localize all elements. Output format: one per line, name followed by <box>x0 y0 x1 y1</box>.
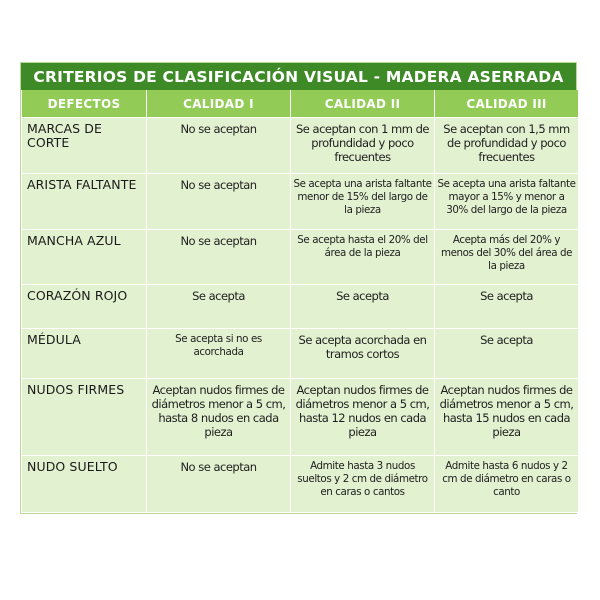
calidad-3-cell: Se acepta <box>435 329 579 379</box>
calidad-3-cell: Admite hasta 6 nudos y 2 cm de diámetro en caras o canto <box>435 456 579 513</box>
defect-cell: MARCAS DE CORTE <box>22 118 147 174</box>
calidad-3-cell: Se acepta una arista faltante mayor a 15% y menor a 30% del largo de la pieza <box>435 174 579 230</box>
table-row <box>22 379 579 456</box>
header-calidad-3: CALIDAD III <box>435 90 579 118</box>
defect-cell: NUDOS FIRMES <box>22 379 147 456</box>
defect-cell: MÉDULA <box>22 329 147 379</box>
calidad-2-cell: Se acepta hasta el 20% del área de la pieza <box>291 230 435 285</box>
criteria-grid <box>21 90 579 513</box>
calidad-2-cell: Se acepta acorchada en tramos cortos <box>291 329 435 379</box>
table-row <box>22 174 579 230</box>
calidad-3-cell: Aceptan nudos firmes de diámetros menor a 5 cm, hasta 15 nudos en cada pieza <box>435 379 579 456</box>
table-row <box>22 118 579 174</box>
header-calidad-1: CALIDAD I <box>147 90 291 118</box>
calidad-3-cell: Se aceptan con 1,5 mm de profundidad y poco frecuentes <box>435 118 579 174</box>
header-row <box>22 90 579 118</box>
calidad-3-cell: Acepta más del 20% y menos del 30% del área de la pieza <box>435 230 579 285</box>
calidad-1-cell: Se acepta <box>147 285 291 329</box>
calidad-2-cell: Admite hasta 3 nudos sueltos y 2 cm de diámetro en caras o cantos <box>291 456 435 513</box>
defect-cell: MANCHA AZUL <box>22 230 147 285</box>
defect-cell: ARISTA FALTANTE <box>22 174 147 230</box>
calidad-1-cell: Aceptan nudos firmes de diámetros menor a 5 cm, hasta 8 nudos en cada pieza <box>147 379 291 456</box>
calidad-1-cell: No se aceptan <box>147 118 291 174</box>
calidad-2-cell: Aceptan nudos firmes de diámetros menor a 5 cm, hasta 12 nudos en cada pieza <box>291 379 435 456</box>
calidad-2-cell: Se acepta una arista faltante menor de 15% del largo de la pieza <box>291 174 435 230</box>
table-row <box>22 230 579 285</box>
calidad-1-cell: No se aceptan <box>147 456 291 513</box>
calidad-3-cell: Se acepta <box>435 285 579 329</box>
calidad-2-cell: Se acepta <box>291 285 435 329</box>
table-title: CRITERIOS DE CLASIFICACIÓN VISUAL - MADERA ASERRADA <box>21 63 576 90</box>
table-row <box>22 456 579 513</box>
calidad-1-cell: No se aceptan <box>147 174 291 230</box>
table-row <box>22 329 579 379</box>
calidad-1-cell: Se acepta si no es acorchada <box>147 329 291 379</box>
header-calidad-2: CALIDAD II <box>291 90 435 118</box>
table-row <box>22 285 579 329</box>
header-defectos: DEFECTOS <box>22 90 147 118</box>
classification-table <box>20 62 577 514</box>
defect-cell: CORAZÓN ROJO <box>22 285 147 329</box>
calidad-2-cell: Se aceptan con 1 mm de profundidad y poco frecuentes <box>291 118 435 174</box>
defect-cell: NUDO SUELTO <box>22 456 147 513</box>
calidad-1-cell: No se aceptan <box>147 230 291 285</box>
